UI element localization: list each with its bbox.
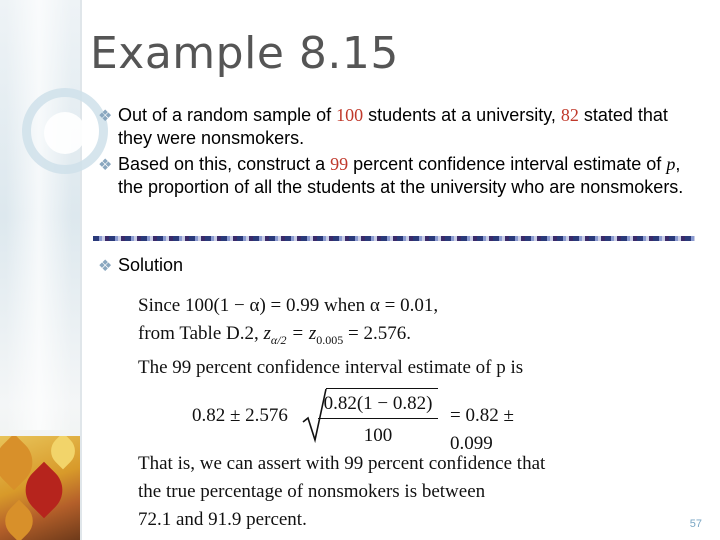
math-line: 72.1 and 91.9 percent.	[138, 509, 307, 530]
decorative-ring-center	[44, 112, 86, 154]
interval-equation	[138, 382, 545, 454]
equation-left: 0.82 ± 2.576	[192, 405, 288, 426]
math-text: = z	[286, 323, 317, 344]
sqrt-overline	[326, 388, 438, 389]
equation-right: = 0.82 ± 0.099	[450, 405, 514, 454]
bullet-text: percent confidence interval estimate of	[348, 154, 667, 174]
slide-title: Example 8.15	[90, 28, 399, 79]
bullet-icon: ❖	[98, 157, 113, 174]
fraction-bar	[318, 418, 438, 419]
math-line: the true percentage of nonsmokers is between	[138, 481, 486, 502]
solution-label: Solution	[118, 255, 184, 275]
fraction-numerator: 0.82(1 − 0.82)	[323, 393, 433, 414]
z-symbol: z	[263, 323, 271, 344]
sidebar-glass	[6, 0, 72, 430]
nonsmoker-count: 82	[560, 105, 579, 125]
decorative-sidebar	[0, 0, 80, 540]
bullet-list	[98, 104, 698, 202]
math-line: Since 100(1 − α) = 0.99 when α = 0.01,	[138, 295, 439, 316]
bullet-icon: ❖	[98, 108, 113, 125]
bullet-icon: ❖	[98, 258, 113, 275]
math-line: That is, we can assert with 99 percent confidence that	[138, 453, 546, 474]
math-line: The 99 percent confidence interval estimate of p is	[138, 357, 524, 378]
section-divider	[93, 236, 695, 241]
sample-size: 100	[336, 105, 364, 125]
fraction-denominator: 100	[363, 425, 393, 446]
page-number: 57	[689, 518, 702, 530]
bullet-item	[98, 153, 698, 199]
leaf-icon	[45, 436, 80, 469]
bullet-text: students at a university,	[363, 105, 561, 125]
solution-math	[138, 292, 545, 534]
solution-heading	[98, 254, 183, 277]
z-subscript: α/2	[270, 333, 287, 347]
bullet-text: Out of a random sample of	[118, 105, 337, 125]
math-text: from Table D.2,	[138, 323, 264, 344]
confidence-level: 99	[330, 154, 349, 174]
math-line	[138, 320, 545, 354]
bullet-text: , the proportion of all the students at the university who are nonsmokers.	[118, 154, 684, 197]
math-text: = 2.576.	[343, 323, 411, 344]
sidebar-border	[80, 0, 82, 540]
bullet-item	[98, 104, 698, 150]
autumn-leaves-image	[0, 436, 80, 540]
bullet-text: Based on this, construct a	[118, 154, 331, 174]
parameter-symbol: p	[666, 154, 676, 174]
bullet-text: stated that they were nonsmokers.	[118, 105, 668, 148]
z-subscript: 0.005	[316, 333, 344, 347]
